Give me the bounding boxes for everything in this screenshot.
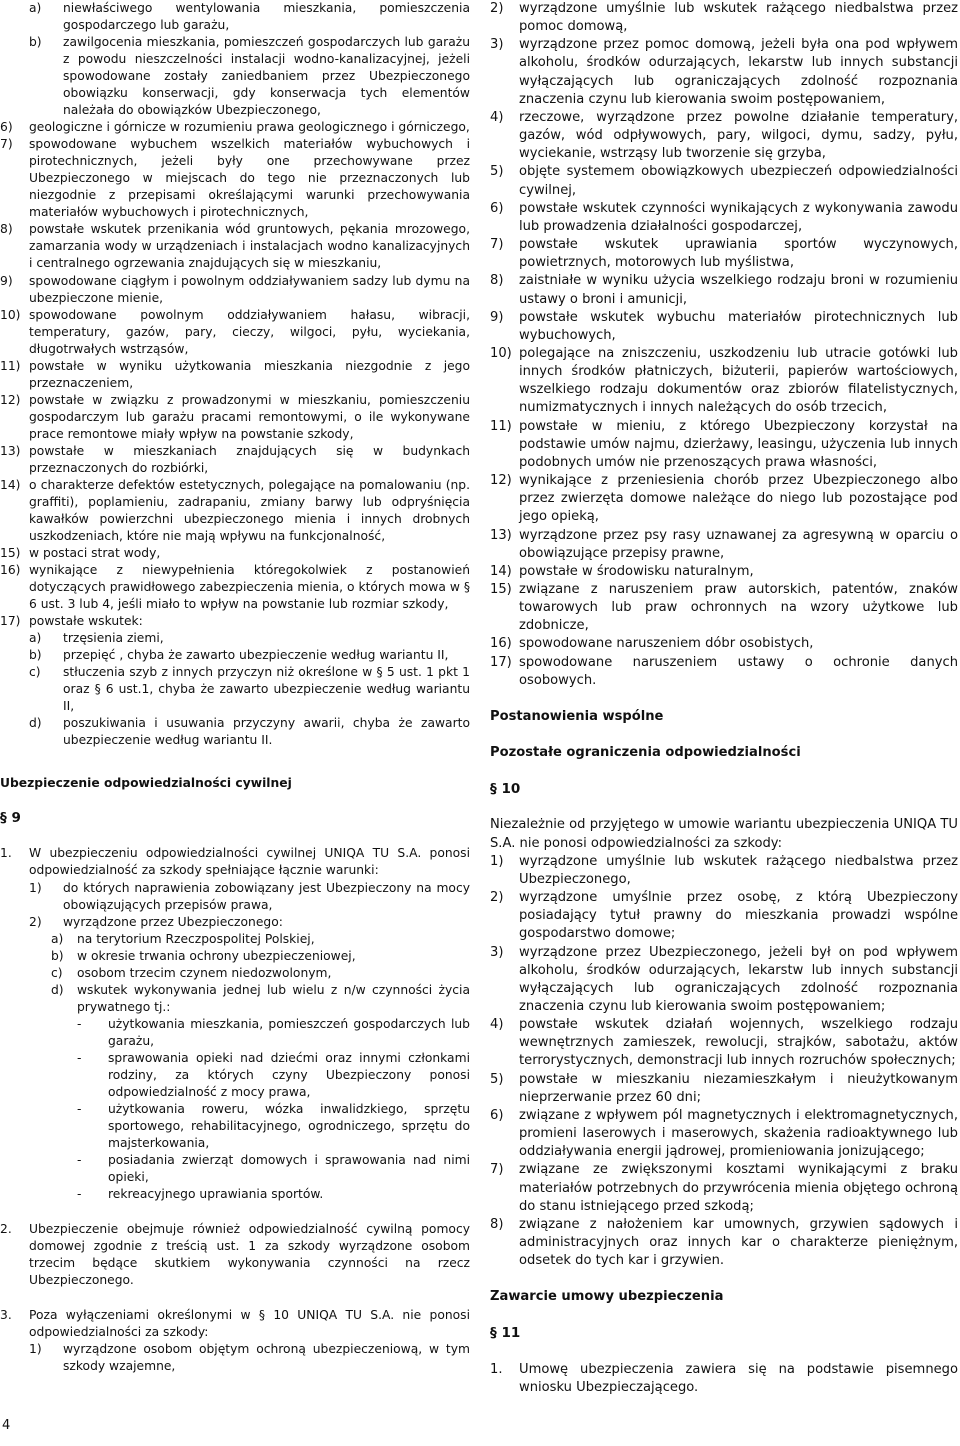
list-item-text: W ubezpieczeniu odpowiedzialności cywilnej UNIQA TU S.A. ponosi odpowiedzialność za szkody spełniające łącznie warunki: — [29, 846, 470, 878]
list-item-marker: 12) — [490, 473, 512, 489]
list-item — [0, 358, 470, 392]
list-item — [0, 307, 470, 358]
spacer — [490, 1306, 958, 1324]
list-item-text: powstałe w związku z prowadzonymi w mieszkaniu, pomieszczeniu gospodarczym lub garażu pracami remontowymi, o ile wykonywane prace remontowe miały wpływ na powstanie szkody, — [29, 392, 470, 441]
list-item-marker: 17) — [0, 614, 21, 629]
list-item-marker: 7) — [490, 1162, 504, 1178]
list-item-marker: 6) — [0, 120, 13, 135]
list-item-text: wskutek wykonywania jednej lub wielu z n/w czynności życia prywatnego tj.: — [77, 982, 470, 1014]
list-item-marker: 14) — [490, 563, 512, 579]
list-item-marker: 12) — [0, 392, 21, 407]
list-item-text: niewłaściwego wentylowania mieszkania, pomieszczenia gospodarczego lub garażu, — [63, 1, 470, 33]
list-item-marker: 2. — [0, 1222, 12, 1237]
list-item-marker: c) — [51, 965, 63, 980]
list-item — [0, 647, 470, 664]
list-item-marker: 9) — [0, 273, 13, 288]
list-item — [490, 1361, 958, 1397]
list-item-marker: d) — [51, 982, 64, 997]
list-item-marker: 8) — [0, 222, 13, 237]
paragraph-number: § 11 — [490, 1325, 521, 1342]
spacer — [0, 792, 470, 810]
list-item — [0, 1221, 470, 1289]
right-column — [490, 0, 958, 1397]
list-item-text: wyrządzone umyślnie lub wskutek rażącego niedbalstwa przez pomoc domową, — [519, 1, 958, 35]
list-item-text: Ubezpieczenie obejmuje również odpowiedzialność cywilną pomocy domowej zgodnie z treścią ust. 1 za szkody wyrządzone osobom trzecim będące skutkiem wykonywania czynności na rzecz Ubezpieczonego. — [29, 1222, 470, 1288]
list-item-marker: 15) — [490, 582, 512, 597]
paragraph: Niezależnie od przyjętego w umowie wariantu ubezpieczenia UNIQA TU S.A. nie ponosi odpowiedzialności za szkody: — [490, 817, 958, 851]
list-item — [490, 654, 958, 690]
list-item-marker: 5) — [490, 164, 504, 180]
list-item — [490, 527, 958, 563]
list-item — [490, 109, 958, 163]
list-item-text: geologiczne i górnicze w rozumieniu prawa geologicznego i górniczego, — [29, 120, 470, 135]
paragraph-number: § 10 — [490, 781, 521, 798]
list-item-marker: b) — [29, 648, 42, 663]
list-item-text: powstałe wskutek działań wojennych, wszelkiego rodzaju wewnętrznych zamieszek, rewolucji, strajków, sabotażu, aktów terrorystycznych, demonstracji lub innych rozruchów społecznych; — [519, 1017, 958, 1069]
list-item-marker: - — [77, 1050, 82, 1065]
spacer — [0, 827, 470, 845]
list-item-text: poszukiwania i usuwania przyczyny awarii, chyba że zawarto ubezpieczenie według wariantu II. — [63, 716, 470, 748]
list-item-marker: 2) — [490, 890, 504, 906]
list-item — [490, 1071, 958, 1107]
list-item-marker: - — [77, 1187, 82, 1202]
list-item — [490, 853, 958, 889]
list-item-marker: 10) — [490, 345, 512, 361]
list-item-marker: 15) — [0, 546, 21, 560]
list-item — [0, 443, 470, 477]
list-item-text: wyrządzone osobom objętym ochroną ubezpieczeniową, w tym szkody wzajemne, — [63, 1342, 470, 1374]
list-item-marker: - — [77, 1016, 82, 1031]
list-item-text: powstałe w środowisku naturalnym, — [519, 563, 754, 579]
list-item-text: sprawowania opieki nad dziećmi oraz innymi członkami rodziny, za których czyny Ubezpieczony ponosi odpowiedzialność z mocy prawa, — [108, 1050, 470, 1099]
list-item — [0, 880, 470, 914]
list-item-marker: 14) — [0, 477, 21, 492]
list-item-text: użytkowania roweru, wózka inwalidzkiego, sprzętu sportowego, rehabilitacyjnego, ogrodniczego, sprzętu do majsterkowania, — [108, 1101, 470, 1150]
list-item-marker: 11) — [0, 358, 21, 373]
list-item-marker: 7) — [0, 137, 13, 152]
list-item — [490, 200, 958, 236]
list-item-marker: 8) — [490, 273, 504, 289]
list-item-marker: d) — [29, 716, 42, 731]
list-item — [490, 1016, 958, 1070]
spacer — [0, 749, 470, 775]
list-item — [490, 889, 958, 943]
list-item-text: powstałe wskutek uprawiania sportów wyczynowych, powietrznych, motorowych lub myślistwa, — [519, 237, 958, 271]
list-item-marker: 17) — [490, 654, 512, 670]
list-item — [0, 715, 470, 749]
list-item-marker: 1. — [490, 1361, 503, 1377]
list-item-marker: 3) — [490, 944, 504, 960]
list-item-marker: a) — [51, 931, 64, 946]
list-item-text: spowodowane powolnym oddziaływaniem hałasu, wibracji, temperatury, gazów, pary, cieczy, wilgoci, pyłu, wyciekania, długotrwałych wstrząsów, — [29, 307, 470, 356]
list-item — [0, 221, 470, 272]
list-item-text: powstałe w wyniku użytkowania mieszkania niezgodnie z jego przeznaczeniem, — [29, 358, 470, 390]
list-item-text: powstałe w mieniu, z którego Ubezpieczony korzystał na podstawie umów najmu, dzierżawy, leasingu, użyczenia lub innych podobnych umów nie przenoszących prawa własności, — [519, 418, 958, 470]
list-item — [0, 477, 470, 545]
list-item-marker: c) — [29, 665, 41, 680]
list-item-marker: 6) — [490, 1107, 504, 1123]
list-item — [0, 273, 470, 307]
list-item-marker: 2) — [490, 1, 504, 16]
spacer — [490, 1343, 958, 1361]
section-heading: Pozostałe ograniczenia odpowiedzialności — [490, 745, 801, 761]
list-item — [490, 345, 958, 418]
list-item — [490, 0, 958, 36]
list-item — [0, 664, 470, 715]
list-item-marker: a) — [29, 1, 42, 15]
spacer — [490, 690, 958, 708]
list-item-text: powstałe w mieszkaniach znajdujących się w budynkach przeznaczonych do rozbiórki, — [29, 443, 470, 475]
list-item-marker: 4) — [490, 1017, 504, 1033]
spacer — [490, 798, 958, 816]
list-item — [490, 36, 958, 109]
list-item — [0, 845, 470, 879]
list-item — [490, 163, 958, 199]
list-item-text: zaistniałe w wyniku użycia wszelkiego rodzaju broni w rozumieniu ustawy o broni i amunicji, — [519, 273, 958, 307]
section-heading: Zawarcie umowy ubezpieczenia — [490, 1289, 724, 1305]
list-item-text: objęte systemem obowiązkowych ubezpieczeń odpowiedzialności cywilnej, — [519, 164, 958, 198]
list-item-marker: 1) — [29, 1342, 42, 1357]
spacer — [490, 726, 958, 744]
list-item — [0, 982, 470, 1016]
list-item-marker: 5) — [490, 1071, 504, 1087]
list-item-marker: 3. — [0, 1308, 12, 1323]
list-item — [0, 1186, 470, 1203]
list-item-marker: 2) — [29, 914, 42, 929]
list-item-marker: 4) — [490, 109, 504, 125]
list-item-text: powstałe wskutek wybuchu materiałów pirotechnicznych lub wybuchowych, — [519, 309, 958, 343]
list-item-marker: a) — [29, 631, 42, 646]
list-item — [490, 563, 958, 581]
list-item-marker: 1) — [490, 853, 504, 869]
list-item-text: związane z nałożeniem kar umownych, grzywien sądowych i administracyjnych oraz innych kar o charakterze pieniężnym, odsetek do tych kar i grzywien. — [519, 1216, 958, 1269]
list-item-text: wyrządzone umyślnie lub wskutek rażącego niedbalstwa przez Ubezpieczonego, — [519, 853, 958, 887]
list-item-marker: - — [77, 1101, 82, 1116]
list-item — [0, 562, 470, 613]
list-item-text: w okresie trwania ochrony ubezpieczeniowej, — [77, 948, 356, 963]
list-item-marker: 3) — [490, 37, 504, 53]
list-item — [0, 1341, 470, 1375]
list-item-text: o charakterze defektów estetycznych, polegające na pomalowaniu (np. graffiti), poplamieniu, zadrapaniu, zmiany barwy lub odpryśnięcia kawałków powierzchni ubezpieczonego mienia i innych drobnych uszkodzeniach, które nie mają wpływu na funkcjonalność, — [29, 477, 470, 543]
list-item — [490, 1161, 958, 1215]
list-item-text: osobom trzecim czynem niedozwolonym, — [77, 965, 332, 980]
list-item — [0, 931, 470, 948]
list-item — [0, 613, 470, 630]
list-item-marker: 13) — [0, 443, 21, 458]
list-item-marker: - — [77, 1153, 82, 1167]
list-item — [0, 914, 470, 931]
list-item — [0, 545, 470, 562]
list-item — [490, 272, 958, 308]
list-item-marker: 16) — [490, 636, 512, 652]
list-item — [0, 1016, 470, 1050]
list-item-text: polegające na zniszczeniu, uszkodzeniu lub utracie gotówki lub innych środków płatniczych, biżuterii, papierów wartościowych, wszelkiego rodzaju dokumentów oraz zbiorów filatelistycznych, numizmatycznych i innych należących do osób trzecich, — [519, 345, 958, 416]
list-item-text: wyrządzone przez psy rasy uznawanej za agresywną w oparciu o obowiązujące przepisy prawne, — [519, 527, 958, 561]
list-item-text: związane ze zwiększonymi kosztami wynikającymi z braku materiałów potrzebnych do przywrócenia mienia objętego ochroną do stanu istniejącego przed szkodą; — [519, 1162, 958, 1214]
list-item — [0, 948, 470, 965]
list-item-text: spowodowane ciągłym i powolnym oddziaływaniem sadzy lub dymu na ubezpieczone mienie, — [29, 273, 470, 305]
list-item — [0, 1050, 470, 1101]
list-item-marker: 11) — [490, 418, 512, 434]
spacer — [490, 1270, 958, 1288]
list-item-marker: 1) — [29, 880, 42, 895]
list-item-text: Poza wyłączeniami określonymi w § 10 UNIQA TU S.A. nie ponosi odpowiedzialności za szkody: — [29, 1308, 470, 1340]
spacer — [490, 762, 958, 780]
list-item-marker: 16) — [0, 563, 21, 578]
list-item — [490, 418, 958, 472]
list-item-text: stłuczenia szyb z innych przyczyn niż określone w § 5 ust. 1 pkt 1 oraz § 6 ust.1, chyba że zawarto ubezpieczenie według wariantu II, — [63, 665, 470, 714]
list-item-marker: 6) — [490, 200, 504, 216]
list-item-text: związane z naruszeniem praw autorskich, patentów, znaków towarowych lub praw ochronnych na wzory użytkowe lub zdobnicze, — [519, 582, 958, 634]
list-item-text: użytkowania mieszkania, pomieszczeń gospodarczych lub garażu, — [108, 1016, 470, 1048]
list-item-text: powstałe wskutek czynności wynikających z wykonywania zawodu lub prowadzenia działalności gospodarczej, — [519, 200, 958, 234]
list-item — [0, 136, 470, 221]
list-item-text: spowodowane wybuchem wszelkich materiałów wybuchowych i pirotechnicznych, jeżeli były one przechowywane przez Ubezpieczonego w miejscach do tego nie przeznaczonych lub niezgodnie z przepisami określającymi warunki przechowywania materiałów wybuchowych i pirotechnicznych, — [29, 137, 470, 220]
list-item — [0, 392, 470, 443]
list-item-text: powstałe w mieszkaniu niezamieszkałym i nieużytkowanym nieprzerwanie przez 60 dni; — [519, 1071, 958, 1105]
list-item-text: Umowę ubezpieczenia zawiera się na podstawie pisemnego wniosku Ubezpieczającego. — [519, 1361, 958, 1395]
list-item-marker: 8) — [490, 1216, 504, 1232]
list-item-text: wynikające z przeniesienia chorób przez Ubezpieczonego albo przez zwierzęta domowe należące do niego lub pozostające pod jego opieką, — [519, 473, 958, 525]
list-item-marker: 7) — [490, 237, 504, 253]
list-item-text: wyrządzone przez pomoc domową, jeżeli była ona pod wpływem alkoholu, środków odurzających, lekarstw lub innych substancji wyłączających lub ograniczających zdolność rozpoznania znaczenia czynu lub kierowania swoim postępowaniem, — [519, 37, 958, 107]
list-item-text: na terytorium Rzeczpospolitej Polskiej, — [77, 931, 315, 946]
left-column — [0, 0, 470, 1375]
list-item-marker: 1. — [0, 846, 12, 861]
list-item — [490, 635, 958, 653]
list-item — [0, 119, 470, 136]
list-item — [0, 1307, 470, 1341]
list-item-marker: 10) — [0, 307, 21, 322]
list-item-text: powstałe wskutek przenikania wód gruntowych, pękania mrozowego, zamarzania wody w urządzeniach i instalacjach wodno kanalizacyjnych i centralnego ogrzewania znajdujących się w mieszkaniu, — [29, 222, 470, 271]
list-item-text: wynikające z niewypełnienia któregokolwiek z postanowień dotyczących prawidłowego zabezpieczenia mienia, o których mowa w § 6 ust. 3 lub 4, jeśli miało to wpływ na powstanie lub rozmiar szkody, — [29, 563, 470, 612]
section-heading: Ubezpieczenie odpowiedzialności cywilnej — [0, 776, 292, 791]
list-item-marker: 13) — [490, 527, 512, 543]
list-item-text: posiadania zwierząt domowych i sprawowania nad nimi opieki, — [108, 1153, 470, 1185]
list-item-text: w postaci strat wody, — [29, 546, 161, 560]
spacer — [0, 1203, 470, 1221]
list-item-text: wyrządzone umyślnie przez osobę, z którą Ubezpieczony posiadający tytuł prawny do mieszkania prowadzi wspólne gospodarstwo domowe; — [519, 890, 958, 942]
list-item-text: rekreacyjnego uprawiania sportów. — [108, 1187, 324, 1202]
list-item — [0, 0, 470, 34]
page-number: 4 — [2, 1418, 11, 1433]
list-item — [490, 944, 958, 1017]
list-item-text: spowodowane naruszeniem ustawy o ochronie danych osobowych. — [519, 654, 958, 688]
list-item-text: wyrządzone przez Ubezpieczonego: — [63, 914, 283, 929]
spacer — [0, 1289, 470, 1307]
list-item — [490, 472, 958, 526]
list-item-text: związane z wpływem pól magnetycznych i elektromagnetycznych, promieni laserowych i maserowych, skażenia radioaktywnego lub oddziaływania energii jądrowej, promieniowania jonizującego; — [519, 1107, 958, 1160]
list-item-text: spowodowane naruszeniem dóbr osobistych, — [519, 636, 814, 652]
list-item — [0, 1152, 470, 1186]
list-item — [490, 236, 958, 272]
list-item — [0, 34, 470, 119]
list-item-text: powstałe wskutek: — [29, 614, 143, 629]
list-item — [490, 1216, 958, 1270]
list-item-text: rzeczowe, wyrządzone przez powolne działanie temperatury, gazów, wód odpływowych, pary, wilgoci, dymu, sadzy, pyłu, wyciekanie, wstrząsy lub tworzenie się grzyba, — [519, 109, 958, 162]
list-item-text: przepięć , chyba że zawarto ubezpieczenie według wariantu II, — [63, 648, 449, 663]
list-item — [0, 630, 470, 647]
list-item-text: trzęsienia ziemi, — [63, 631, 164, 646]
list-item — [490, 581, 958, 635]
list-item — [490, 309, 958, 345]
section-heading: Postanowienia wspólne — [490, 708, 664, 724]
paragraph-number: § 9 — [0, 810, 21, 827]
list-item-marker: b) — [29, 35, 42, 50]
list-item — [0, 965, 470, 982]
list-item-text: wyrządzone przez Ubezpieczonego, jeżeli był on pod wpływem alkoholu, środków odurzających, lekarstw lub innych substancji wyłączających lub ograniczających zdolność rozpoznania znaczenia czynu lub kierowania swoim postępowaniem; — [519, 944, 958, 1014]
list-item — [490, 1107, 958, 1161]
list-item-marker: 9) — [490, 309, 504, 325]
list-item — [0, 1101, 470, 1152]
list-item-marker: b) — [51, 948, 64, 963]
list-item-text: zawilgocenia mieszkania, pomieszczeń gospodarczych lub garażu z powodu nieszczelności instalacji wodno-kanalizacyjnej, jeżeli spowodowane zostały zaniedbaniem przez Ubezpieczonego obowiązku konserwacji, gdy konserwacja tych elementów należała do obowiązków Ubezpieczonego, — [63, 35, 470, 118]
list-item-text: do których naprawienia zobowiązany jest Ubezpieczony na mocy obowiązujących przepisów prawa, — [63, 880, 470, 912]
